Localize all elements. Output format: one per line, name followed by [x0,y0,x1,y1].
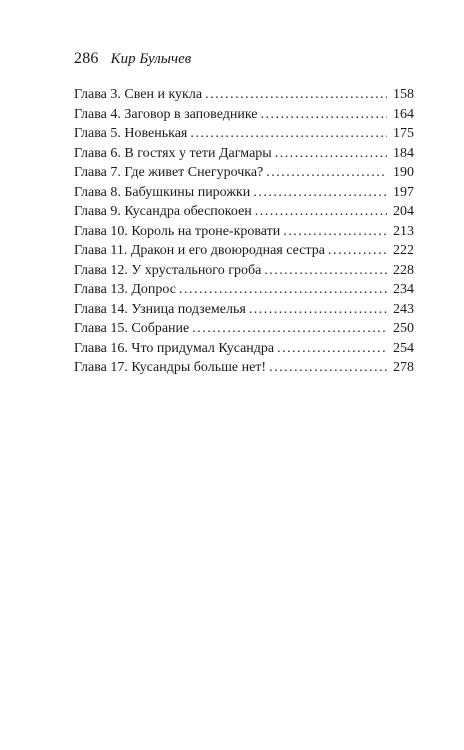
toc-entry-page: 213 [393,223,414,239]
toc-entry-title: Глава 4. Заговор в заповеднике [74,106,258,122]
toc-entry-page: 243 [393,301,414,317]
toc-entry-title: Глава 11. Дракон и его двоюродная сестра [74,243,325,258]
toc-entry-page: 222 [393,243,414,258]
page-number: 286 [74,50,99,67]
toc-entry [74,358,414,378]
toc-entry [74,241,414,261]
toc-entry-title: Глава 15. Собрание [74,321,190,336]
dot-leader [190,124,387,144]
dot-leader [261,105,387,125]
toc-entry-title: Глава 17. Кусандры больше нет! [74,360,267,375]
toc-entry [74,144,414,164]
toc-entry [74,124,414,144]
dot-leader [277,339,387,359]
toc-entry-page: 175 [393,126,414,141]
toc-entry [74,300,414,320]
toc-entry-title: Глава 5. Новенькая [74,126,188,141]
table-of-contents [74,85,414,378]
toc-entry-title: Глава 16. Что придумал Кусандра [74,340,275,356]
toc-entry-title: Глава 12. У хрустального гроба [74,262,262,278]
dot-leader [253,183,387,203]
toc-entry-page: 278 [393,360,414,375]
toc-entry-title: Глава 14. Узница подземелья [74,301,246,317]
toc-entry-page: 190 [393,165,414,180]
dot-leader [255,202,387,222]
toc-entry-title: Глава 13. Допрос [74,282,176,297]
toc-entry [74,222,414,242]
toc-entry [74,319,414,339]
dot-leader [249,300,387,320]
dot-leader [192,319,387,339]
toc-entry-title: Глава 8. Бабушкины пирожки [74,184,251,200]
toc-entry-page: 204 [393,204,414,219]
toc-entry [74,105,414,125]
toc-entry-title: Глава 7. Где живет Снегурочка? [74,165,264,180]
toc-entry-page: 234 [393,282,414,297]
toc-entry-page: 250 [393,321,414,336]
author-name: Кир Булычев [110,51,192,67]
dot-leader [179,280,387,300]
dot-leader [264,261,387,281]
dot-leader [266,163,387,183]
toc-entry [74,183,414,203]
toc-entry-page: 158 [393,87,414,102]
toc-entry-page: 164 [393,106,414,122]
toc-entry [74,261,414,281]
toc-entry [74,339,414,359]
toc-entry-title: Глава 10. Король на троне-кровати [74,223,281,239]
dot-leader [328,241,387,261]
running-head [74,50,191,72]
toc-entry-title: Глава 9. Кусандра обеспокоен [74,204,252,219]
toc-entry [74,280,414,300]
toc-entry-title: Глава 3. Свен и кукла [74,87,203,102]
dot-leader [283,222,387,242]
toc-entry-page: 184 [393,145,414,161]
toc-entry [74,85,414,105]
toc-entry-title: Глава 6. В гостях у тети Дагмары [74,145,272,161]
dot-leader [205,85,387,105]
toc-entry [74,163,414,183]
dot-leader [269,358,387,378]
toc-entry [74,202,414,222]
toc-entry-page: 197 [393,184,414,200]
toc-entry-page: 228 [393,262,414,278]
dot-leader [275,144,387,164]
toc-entry-page: 254 [393,340,414,356]
